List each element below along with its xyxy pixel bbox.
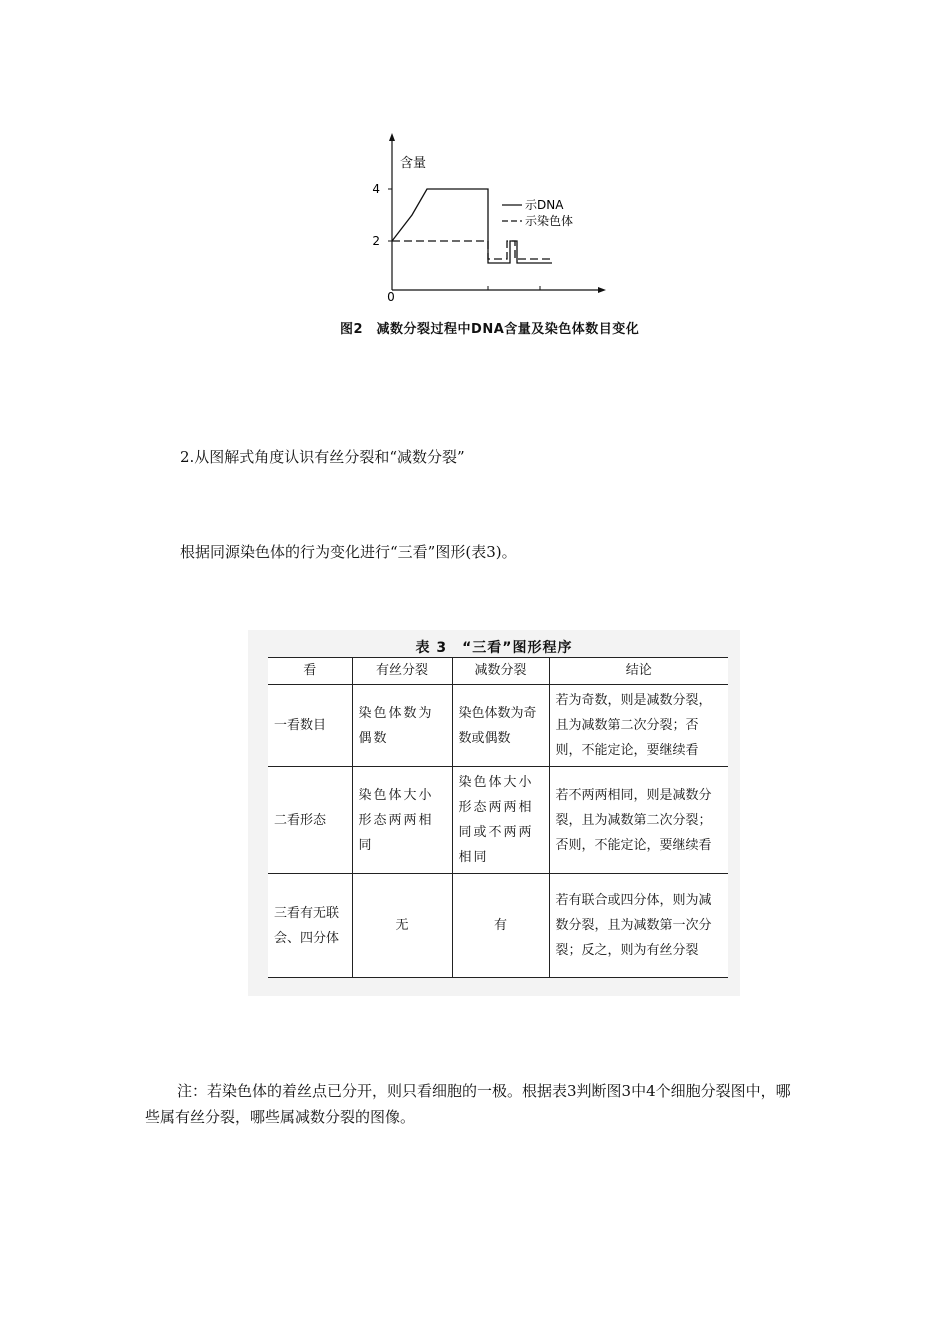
header-cell: 有丝分裂 (352, 658, 452, 685)
table-3-image (248, 630, 740, 996)
table-row (268, 874, 728, 978)
step-cell: 二看形态 (268, 767, 352, 874)
header-cell: 结论 (549, 658, 728, 685)
mitosis-cell: 染色体大小形态两两相同 (352, 767, 452, 874)
section-heading: 2.从图解式角度认识有丝分裂和“减数分裂” (180, 448, 465, 466)
mitosis-cell: 无 (352, 874, 452, 978)
conclusion-cell: 若有联合或四分体，则为减数分裂，且为减数第一次分裂；反之，则为有丝分裂 (549, 874, 728, 978)
origin-label: 0 (387, 290, 395, 304)
chromosome-line (392, 241, 552, 259)
step-cell: 三看有无联会、四分体 (268, 874, 352, 978)
meiosis-cell: 有 (452, 874, 549, 978)
legend-chromosome-label: 示染色体 (525, 214, 574, 228)
x-axis-arrow (598, 287, 606, 293)
table-row (268, 685, 728, 767)
table-row (268, 767, 728, 874)
table-title: 表 3 “三看”图形程序 (415, 640, 573, 656)
meiosis-cell: 染色体数为奇数或偶数 (452, 685, 549, 767)
y-axis-arrow (389, 133, 395, 141)
three-look-table (268, 657, 728, 978)
conclusion-cell: 若为奇数，则是减数分裂，且为减数第二次分裂；否则，不能定论，要继续看 (549, 685, 728, 767)
dna-chromosome-figure (330, 125, 660, 345)
legend-dna-label: 示DNA (525, 198, 564, 212)
header-cell: 看 (268, 658, 352, 685)
intro-paragraph: 根据同源染色体的行为变化进行“三看”图形(表3)。 (180, 543, 517, 561)
line-chart (330, 125, 660, 325)
y-axis-label: 含量 (400, 156, 427, 171)
step-cell: 一看数目 (268, 685, 352, 767)
figure-caption: 图2 减数分裂过程中DNA含量及染色体数目变化 (340, 322, 640, 337)
header-cell: 减数分裂 (452, 658, 549, 685)
table-header-row (268, 658, 728, 685)
meiosis-cell: 染色体大小形态两两相同或不两两相同 (452, 767, 549, 874)
y-tick-label-2: 2 (372, 234, 380, 248)
y-tick-label-4: 4 (372, 182, 380, 196)
mitosis-cell: 染色体数为偶数 (352, 685, 452, 767)
conclusion-cell: 若不两两相同，则是减数分裂，且为减数第二次分裂；否则，不能定论，要继续看 (549, 767, 728, 874)
note-paragraph: 注：若染色体的着丝点已分开，则只看细胞的一极。根据表3判断图3中4个细胞分裂图中，哪些属有丝分裂，哪些属减数分裂的图像。 (145, 1082, 791, 1126)
